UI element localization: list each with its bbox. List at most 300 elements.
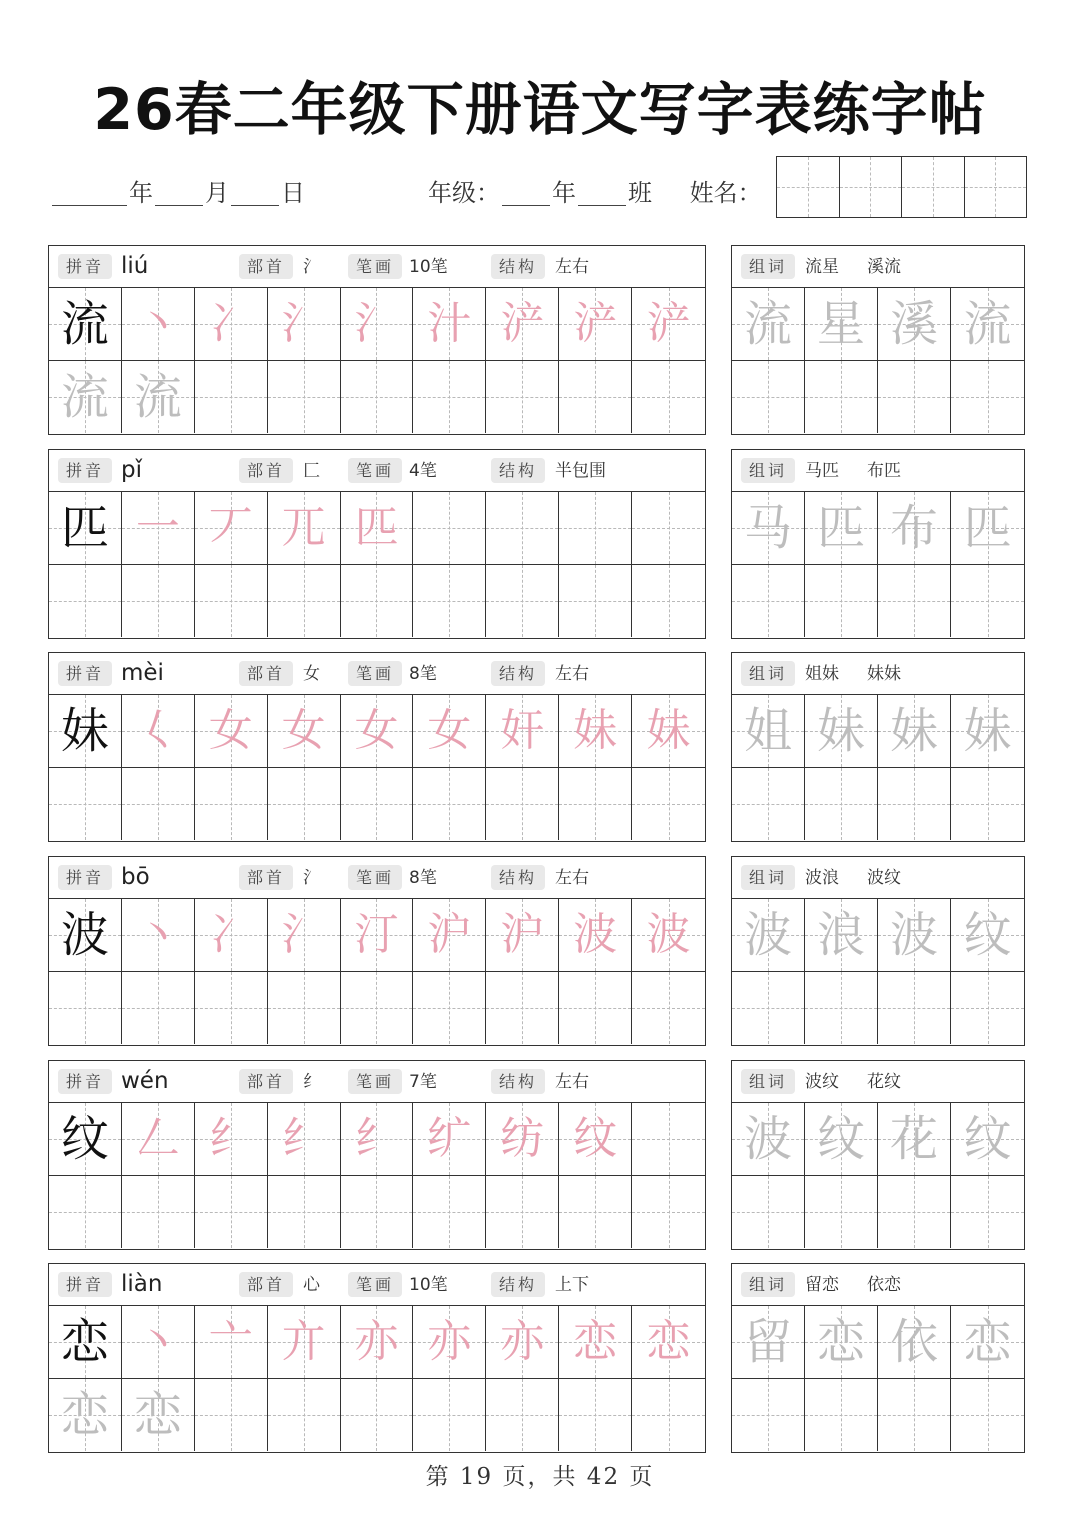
word-cell[interactable]	[951, 899, 1024, 972]
stroke-step: 纟	[281, 1113, 326, 1164]
character-block	[48, 1060, 1025, 1250]
character-block	[48, 1263, 1025, 1453]
radical-tag: 部首	[239, 661, 293, 686]
word-trace-character: 留	[743, 1314, 792, 1370]
name-box[interactable]	[776, 156, 1027, 218]
year-label: 年	[129, 179, 153, 207]
words-grid	[732, 695, 1024, 840]
practice-header	[49, 1061, 705, 1103]
radical-value: 女	[303, 664, 320, 684]
writing-cell[interactable]	[486, 1103, 559, 1176]
writing-cell[interactable]	[341, 1103, 414, 1176]
words-panel	[731, 1263, 1025, 1453]
word-cell[interactable]	[805, 1306, 878, 1379]
radical-value: 纟	[303, 1072, 320, 1092]
writing-cell[interactable]	[122, 1379, 195, 1451]
writing-cell[interactable]	[341, 1176, 414, 1248]
writing-cell[interactable]	[413, 288, 486, 361]
word-2: 依恋	[867, 1275, 901, 1295]
trace-character: 流	[60, 369, 109, 425]
word-cell[interactable]	[878, 899, 951, 972]
strokes-tag: 笔画	[348, 458, 402, 483]
writing-cell[interactable]	[268, 1306, 341, 1379]
writing-cell[interactable]	[632, 695, 705, 768]
writing-cell[interactable]	[486, 695, 559, 768]
word-cell[interactable]	[951, 768, 1024, 840]
word-cell[interactable]	[732, 695, 805, 768]
words-header	[732, 1061, 1024, 1103]
stroke-step: 氵	[281, 909, 326, 960]
writing-cell[interactable]	[122, 288, 195, 361]
word-trace-character: 马	[743, 500, 792, 556]
structure-value: 左右	[555, 664, 589, 684]
words-header	[732, 450, 1024, 492]
word-cell[interactable]	[951, 1379, 1024, 1451]
writing-cell[interactable]	[122, 492, 195, 565]
writing-cell[interactable]	[413, 972, 486, 1044]
writing-cell[interactable]	[341, 972, 414, 1044]
stroke-step: 汁	[427, 298, 472, 349]
word-trace-character: 妹	[963, 703, 1012, 759]
writing-cell[interactable]	[632, 565, 705, 637]
writing-cell[interactable]	[559, 972, 632, 1044]
writing-cell[interactable]	[486, 1379, 559, 1451]
writing-cell[interactable]	[195, 899, 268, 972]
word-cell[interactable]	[805, 899, 878, 972]
practice-panel	[48, 245, 706, 435]
writing-cell[interactable]	[413, 1379, 486, 1451]
model-character: 妹	[60, 703, 109, 759]
word-trace-character: 妹	[816, 703, 865, 759]
radical-value: 氵	[303, 868, 320, 888]
practice-grid	[49, 492, 705, 637]
stroke-step: 女	[427, 705, 472, 756]
writing-cell[interactable]	[341, 361, 414, 433]
pinyin-value: liàn	[121, 1271, 163, 1297]
radical-tag: 部首	[239, 865, 293, 890]
word-cell[interactable]	[951, 1103, 1024, 1176]
word-cell[interactable]	[951, 492, 1024, 565]
radical-tag: 部首	[239, 1069, 293, 1094]
words-header	[732, 1264, 1024, 1306]
strokes-value: 4笔	[409, 461, 437, 481]
writing-cell[interactable]	[486, 972, 559, 1044]
writing-cell[interactable]	[341, 899, 414, 972]
writing-cell[interactable]	[122, 899, 195, 972]
writing-cell[interactable]	[632, 1379, 705, 1451]
strokes-tag: 笔画	[348, 1272, 402, 1297]
trace-character: 恋	[133, 1387, 182, 1443]
name-cell[interactable]	[965, 157, 1027, 217]
words-tag: 组词	[741, 458, 795, 483]
writing-cell[interactable]	[413, 1103, 486, 1176]
writing-cell[interactable]	[486, 565, 559, 637]
word-cell[interactable]	[951, 361, 1024, 433]
model-character: 流	[60, 296, 109, 352]
writing-cell[interactable]	[49, 361, 122, 433]
writing-cell[interactable]	[195, 972, 268, 1044]
word-cell[interactable]	[805, 1103, 878, 1176]
word-2: 波纹	[867, 868, 901, 888]
page-title: 26春二年级下册语文写字表练字帖	[93, 77, 987, 143]
practice-header	[49, 857, 705, 899]
writing-cell[interactable]	[486, 899, 559, 972]
word-cell[interactable]	[732, 288, 805, 361]
word-2: 布匹	[867, 461, 901, 481]
writing-cell[interactable]	[632, 492, 705, 565]
writing-cell[interactable]	[49, 1379, 122, 1451]
strokes-value: 7笔	[409, 1072, 437, 1092]
stroke-step: 𠃋	[135, 1113, 180, 1164]
words-tag: 组词	[741, 661, 795, 686]
writing-cell[interactable]	[559, 899, 632, 972]
pinyin-tag: 拼音	[58, 1272, 112, 1297]
year-blank[interactable]	[52, 183, 127, 206]
writing-cell[interactable]	[268, 1103, 341, 1176]
stroke-step: 纹	[573, 1113, 618, 1164]
practice-header	[49, 450, 705, 492]
name-label: 姓名：	[689, 179, 762, 207]
stroke-step: 浐	[500, 298, 545, 349]
writing-cell[interactable]	[195, 1306, 268, 1379]
writing-cell[interactable]	[268, 695, 341, 768]
word-cell[interactable]	[951, 695, 1024, 768]
writing-cell[interactable]	[195, 768, 268, 840]
writing-cell[interactable]	[632, 1176, 705, 1248]
word-cell[interactable]	[805, 492, 878, 565]
writing-cell[interactable]	[632, 972, 705, 1044]
name-cell[interactable]	[777, 157, 840, 217]
words-grid	[732, 288, 1024, 433]
writing-cell[interactable]	[195, 565, 268, 637]
structure-tag: 结构	[491, 458, 545, 483]
word-cell[interactable]	[878, 565, 951, 637]
stroke-step: 亦	[427, 1316, 472, 1367]
stroke-step: 兀	[281, 502, 326, 553]
pinyin-value: pǐ	[121, 457, 142, 483]
name-cell[interactable]	[840, 157, 903, 217]
word-cell[interactable]	[805, 1176, 878, 1248]
word-1: 马匹	[805, 461, 839, 481]
writing-cell[interactable]	[49, 565, 122, 637]
writing-cell[interactable]	[122, 768, 195, 840]
writing-cell[interactable]	[122, 1103, 195, 1176]
writing-cell[interactable]	[49, 695, 122, 768]
word-cell[interactable]	[878, 972, 951, 1044]
word-cell[interactable]	[732, 1379, 805, 1451]
writing-cell[interactable]	[268, 565, 341, 637]
radical-value: 匚	[303, 461, 320, 481]
model-character: 匹	[60, 500, 109, 556]
stroke-step: 妹	[573, 705, 618, 756]
word-cell[interactable]	[878, 1176, 951, 1248]
pinyin-value: wén	[121, 1068, 169, 1094]
word-cell[interactable]	[732, 972, 805, 1044]
writing-cell[interactable]	[486, 1176, 559, 1248]
writing-cell[interactable]	[559, 565, 632, 637]
practice-header	[49, 1264, 705, 1306]
date-row	[50, 173, 305, 213]
stroke-step: 恋	[646, 1316, 691, 1367]
character-block	[48, 245, 1025, 435]
word-cell[interactable]	[878, 768, 951, 840]
writing-cell[interactable]	[486, 492, 559, 565]
word-cell[interactable]	[878, 1379, 951, 1451]
stroke-step: 亦	[354, 1316, 399, 1367]
writing-cell[interactable]	[268, 492, 341, 565]
writing-cell[interactable]	[268, 972, 341, 1044]
writing-cell[interactable]	[413, 1306, 486, 1379]
stroke-step: 女	[208, 705, 253, 756]
writing-cell[interactable]	[195, 492, 268, 565]
writing-cell[interactable]	[413, 492, 486, 565]
writing-cell[interactable]	[559, 1379, 632, 1451]
class-blank[interactable]	[578, 183, 626, 206]
stroke-step: 亣	[281, 1316, 326, 1367]
name-cell[interactable]	[902, 157, 965, 217]
writing-cell[interactable]	[195, 695, 268, 768]
writing-cell[interactable]	[632, 1103, 705, 1176]
strokes-value: 10笔	[409, 1275, 448, 1295]
stroke-step: 女	[281, 705, 326, 756]
writing-cell[interactable]	[49, 288, 122, 361]
word-cell[interactable]	[878, 695, 951, 768]
word-trace-character: 依	[889, 1314, 938, 1370]
practice-panel	[48, 1060, 706, 1250]
structure-value: 左右	[555, 868, 589, 888]
word-cell[interactable]	[732, 492, 805, 565]
practice-panel	[48, 652, 706, 842]
writing-cell[interactable]	[49, 768, 122, 840]
stroke-step: 丶	[135, 909, 180, 960]
grade-blank[interactable]	[502, 183, 550, 206]
word-cell[interactable]	[951, 1306, 1024, 1379]
pinyin-tag: 拼音	[58, 254, 112, 279]
writing-cell[interactable]	[413, 768, 486, 840]
pinyin-value: mèi	[121, 660, 164, 686]
word-cell[interactable]	[732, 1176, 805, 1248]
writing-cell[interactable]	[122, 1176, 195, 1248]
word-trace-character: 溪	[889, 296, 938, 352]
pinyin-tag: 拼音	[58, 865, 112, 890]
writing-cell[interactable]	[122, 695, 195, 768]
writing-cell[interactable]	[559, 361, 632, 433]
word-cell[interactable]	[951, 972, 1024, 1044]
word-cell[interactable]	[951, 288, 1024, 361]
writing-cell[interactable]	[268, 361, 341, 433]
radical-tag: 部首	[239, 254, 293, 279]
writing-cell[interactable]	[559, 1306, 632, 1379]
writing-cell[interactable]	[632, 768, 705, 840]
writing-cell[interactable]	[122, 972, 195, 1044]
writing-cell[interactable]	[486, 1306, 559, 1379]
stroke-step: 匹	[354, 502, 399, 553]
grade-label: 年级：	[428, 179, 500, 207]
practice-header	[49, 246, 705, 288]
writing-cell[interactable]	[122, 361, 195, 433]
practice-grid	[49, 1103, 705, 1248]
writing-cell[interactable]	[341, 1379, 414, 1451]
word-cell[interactable]	[951, 1176, 1024, 1248]
character-block	[48, 856, 1025, 1046]
writing-cell[interactable]	[559, 695, 632, 768]
writing-cell[interactable]	[486, 361, 559, 433]
stroke-step: 亠	[208, 1316, 253, 1367]
word-trace-character: 纹	[816, 1111, 865, 1167]
writing-cell[interactable]	[268, 768, 341, 840]
stroke-step: 冫	[208, 909, 253, 960]
structure-tag: 结构	[491, 1069, 545, 1094]
word-cell[interactable]	[805, 768, 878, 840]
word-2: 花纹	[867, 1072, 901, 1092]
day-blank[interactable]	[231, 183, 279, 206]
class-row	[428, 173, 762, 213]
writing-cell[interactable]	[195, 1103, 268, 1176]
pinyin-tag: 拼音	[58, 458, 112, 483]
stroke-step: 沪	[500, 909, 545, 960]
writing-cell[interactable]	[341, 288, 414, 361]
stroke-step: 恋	[573, 1316, 618, 1367]
month-blank[interactable]	[155, 183, 203, 206]
stroke-step: 纟	[354, 1113, 399, 1164]
word-cell[interactable]	[878, 492, 951, 565]
words-panel	[731, 652, 1025, 842]
word-cell[interactable]	[805, 972, 878, 1044]
writing-cell[interactable]	[341, 695, 414, 768]
pinyin-value: liú	[121, 253, 149, 279]
writing-cell[interactable]	[559, 288, 632, 361]
word-trace-character: 恋	[816, 1314, 865, 1370]
writing-cell[interactable]	[49, 899, 122, 972]
words-header	[732, 857, 1024, 899]
word-trace-character: 纹	[963, 907, 1012, 963]
writing-cell[interactable]	[49, 972, 122, 1044]
structure-tag: 结构	[491, 661, 545, 686]
writing-cell[interactable]	[632, 288, 705, 361]
word-trace-character: 波	[743, 907, 792, 963]
writing-cell[interactable]	[195, 288, 268, 361]
writing-cell[interactable]	[413, 899, 486, 972]
writing-cell[interactable]	[486, 288, 559, 361]
word-cell[interactable]	[805, 288, 878, 361]
strokes-tag: 笔画	[348, 254, 402, 279]
writing-cell[interactable]	[413, 1176, 486, 1248]
word-2: 溪流	[867, 257, 901, 277]
word-trace-character: 布	[889, 500, 938, 556]
writing-cell[interactable]	[49, 492, 122, 565]
strokes-value: 10笔	[409, 257, 448, 277]
writing-cell[interactable]	[341, 492, 414, 565]
radical-tag: 部首	[239, 458, 293, 483]
word-trace-character: 姐	[743, 703, 792, 759]
practice-grid	[49, 288, 705, 433]
writing-cell[interactable]	[49, 1176, 122, 1248]
words-panel	[731, 245, 1025, 435]
stroke-step: 丆	[208, 502, 253, 553]
writing-cell[interactable]	[486, 768, 559, 840]
writing-cell[interactable]	[268, 1379, 341, 1451]
writing-cell[interactable]	[559, 1103, 632, 1176]
word-cell[interactable]	[805, 1379, 878, 1451]
writing-cell[interactable]	[632, 361, 705, 433]
writing-cell[interactable]	[632, 899, 705, 972]
word-cell[interactable]	[805, 695, 878, 768]
words-tag: 组词	[741, 1272, 795, 1297]
stroke-step: 亦	[500, 1316, 545, 1367]
word-cell[interactable]	[732, 565, 805, 637]
stroke-step: 𡿨	[135, 705, 180, 756]
writing-cell[interactable]	[413, 565, 486, 637]
word-cell[interactable]	[878, 1103, 951, 1176]
writing-cell[interactable]	[122, 1306, 195, 1379]
writing-cell[interactable]	[341, 768, 414, 840]
word-cell[interactable]	[732, 1306, 805, 1379]
words-panel	[731, 856, 1025, 1046]
writing-cell[interactable]	[122, 565, 195, 637]
structure-value: 上下	[555, 1275, 589, 1295]
word-cell[interactable]	[805, 361, 878, 433]
stroke-step: 丶	[135, 298, 180, 349]
writing-cell[interactable]	[341, 1306, 414, 1379]
page-footer: 第 19 页，共 42 页	[425, 1464, 655, 1490]
stroke-step: 浐	[573, 298, 618, 349]
practice-grid	[49, 899, 705, 1044]
words-header	[732, 246, 1024, 288]
pinyin-tag: 拼音	[58, 1069, 112, 1094]
words-grid	[732, 899, 1024, 1044]
writing-cell[interactable]	[195, 361, 268, 433]
structure-tag: 结构	[491, 254, 545, 279]
writing-cell[interactable]	[268, 899, 341, 972]
stroke-step: 氵	[354, 298, 399, 349]
writing-cell[interactable]	[195, 1379, 268, 1451]
writing-cell[interactable]	[49, 1103, 122, 1176]
writing-cell[interactable]	[632, 1306, 705, 1379]
word-cell[interactable]	[878, 1306, 951, 1379]
stroke-step: 一	[135, 502, 180, 553]
writing-cell[interactable]	[413, 361, 486, 433]
writing-cell[interactable]	[341, 565, 414, 637]
word-cell[interactable]	[732, 768, 805, 840]
writing-cell[interactable]	[195, 1176, 268, 1248]
structure-value: 左右	[555, 257, 589, 277]
writing-cell[interactable]	[49, 1306, 122, 1379]
word-cell[interactable]	[878, 361, 951, 433]
day-label: 日	[281, 179, 305, 207]
radical-tag: 部首	[239, 1272, 293, 1297]
writing-cell[interactable]	[268, 288, 341, 361]
strokes-tag: 笔画	[348, 1069, 402, 1094]
word-cell[interactable]	[805, 565, 878, 637]
stroke-step: 波	[646, 909, 691, 960]
word-cell[interactable]	[732, 361, 805, 433]
word-trace-character: 匹	[963, 500, 1012, 556]
structure-tag: 结构	[491, 1272, 545, 1297]
word-cell[interactable]	[878, 288, 951, 361]
character-block	[48, 449, 1025, 639]
writing-cell[interactable]	[413, 695, 486, 768]
practice-grid	[49, 695, 705, 840]
writing-cell[interactable]	[559, 1176, 632, 1248]
writing-cell[interactable]	[268, 1176, 341, 1248]
writing-cell[interactable]	[559, 492, 632, 565]
word-cell[interactable]	[732, 899, 805, 972]
stroke-step: 奸	[500, 705, 545, 756]
word-cell[interactable]	[732, 1103, 805, 1176]
writing-cell[interactable]	[559, 768, 632, 840]
structure-tag: 结构	[491, 865, 545, 890]
word-cell[interactable]	[951, 565, 1024, 637]
